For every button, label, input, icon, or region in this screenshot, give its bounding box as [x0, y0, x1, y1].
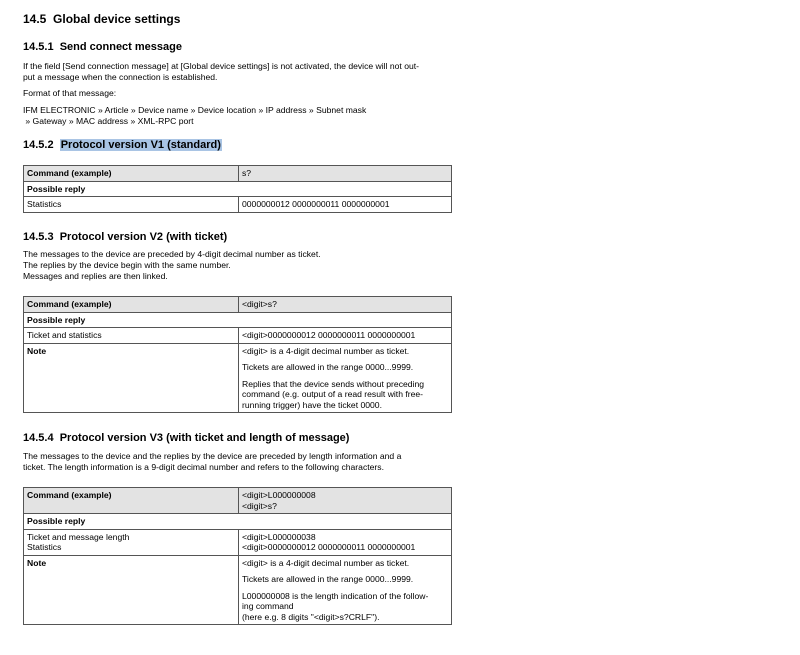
table-row [24, 297, 452, 313]
table-row [24, 555, 452, 625]
table-row [24, 181, 452, 197]
v3-paragraph: The messages to the device and the replies by the device are preceded by length information and a ticket. The length information is a 9-digit decimal number and refers to the following characters. [23, 451, 402, 472]
table-row [24, 529, 452, 555]
table-row [24, 488, 452, 514]
selected-text-highlight[interactable]: Protocol version V1 (standard) [60, 139, 221, 151]
reply-label: Possible reply [24, 181, 452, 197]
note-label: Note [24, 343, 239, 413]
v3-table [23, 487, 452, 625]
table-row [24, 328, 452, 344]
table-row [24, 166, 452, 182]
note-value: <digit> is a 4-digit decimal number as ticket. Tickets are allowed in the range 0000...9999. L000000008 is the length indication of the follow- ing command (here e.g. 8 digits "<digit>s?CRLF"). [239, 555, 452, 625]
cmd-label: Command (example) [24, 297, 239, 313]
stat-value: 0000000012 0000000011 0000000001 [239, 197, 452, 213]
format-label: Format of that message: [23, 88, 117, 98]
subsection-heading-v3: 14.5.4 Protocol version V3 (with ticket and length of message) [23, 432, 350, 444]
stat-label: Statistics [24, 197, 239, 213]
cmd-value: s? [239, 166, 452, 182]
note-label: Note [24, 555, 239, 625]
reply-label: Possible reply [24, 312, 452, 328]
table-row [24, 197, 452, 213]
subsection-heading-send-connect: 14.5.1 Send connect message [23, 41, 182, 53]
send-connect-paragraph: If the field [Send connection message] at [Global device settings] is not activated, the device will not out- put a message when the connection is established. [23, 61, 420, 82]
v1-table [23, 165, 452, 213]
cmd-label: Command (example) [24, 166, 239, 182]
reply-label: Possible reply [24, 514, 452, 530]
subsection-heading-v2: 14.5.3 Protocol version V2 (with ticket) [23, 231, 228, 243]
ts-label: Ticket and statistics [24, 328, 239, 344]
tml-value: <digit>L000000038 <digit>0000000012 0000000011 0000000001 [239, 529, 452, 555]
cmd-value: <digit>L000000008 <digit>s? [239, 488, 452, 514]
table-row [24, 312, 452, 328]
cmd-value: <digit>s? [239, 297, 452, 313]
v2-paragraph: The messages to the device are preceded by 4-digit decimal number as ticket. The replies by the device begin with the same number. Messages and replies are then linked. [23, 249, 321, 281]
table-row [24, 514, 452, 530]
message-format: IFM ELECTRONIC » Article » Device name » Device location » IP address » Subnet mask » Gateway » MAC address » XML-RPC port [23, 105, 367, 126]
section-heading: 14.5 Global device settings [23, 12, 181, 26]
table-row [24, 343, 452, 413]
cmd-label: Command (example) [24, 488, 239, 514]
ts-value: <digit>0000000012 0000000011 0000000001 [239, 328, 452, 344]
note-value: <digit> is a 4-digit decimal number as ticket. Tickets are allowed in the range 0000...9999. Replies that the device sends without preceding command (e.g. output of a read result with free- running trigger) have the ticket 0000. [239, 343, 452, 413]
v2-table [23, 296, 452, 413]
subsection-heading-v1: 14.5.2 Protocol version V1 (standard) [23, 139, 221, 151]
tml-label: Ticket and message length Statistics [24, 529, 239, 555]
